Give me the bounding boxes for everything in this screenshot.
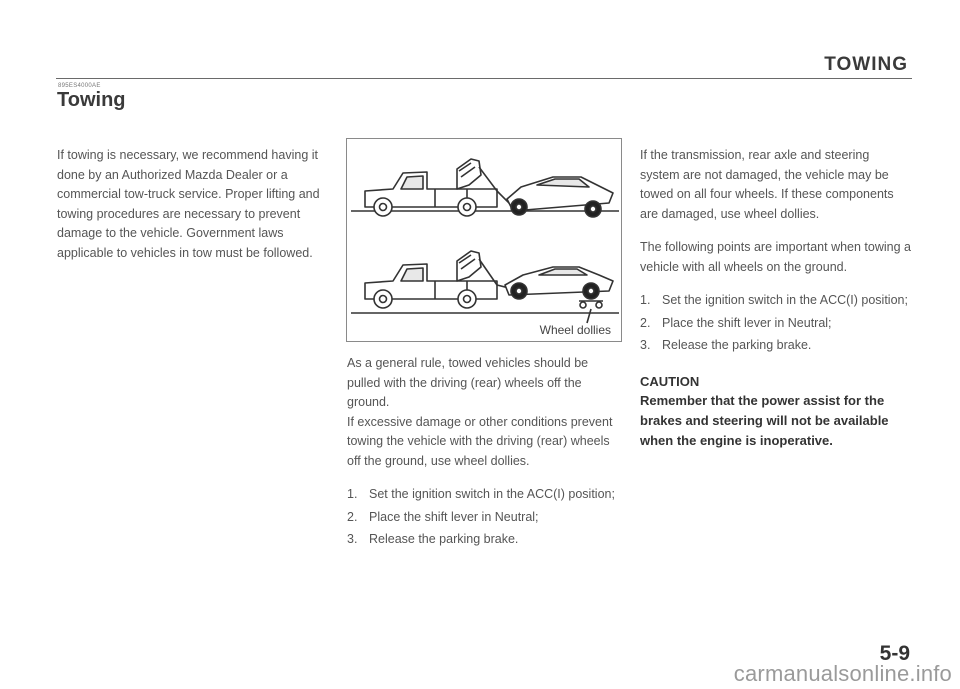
list-item: 2. Place the shift lever in Neutral;	[640, 315, 832, 330]
towed-car-bottom	[505, 267, 613, 299]
four-wheel-paragraph: If the transmission, rear axle and steering system are not damaged, the vehicle may be towed on all four wheels. If these components are damaged, use wheel dollies.	[640, 148, 894, 221]
intro-paragraph: If towing is necessary, we recommend having it done by an Authorized Mazda Dealer or a commercial tow-truck service. Proper lifting and towing procedures are necessary to prevent damage to the vehicle. Government laws applicable to vehicles in tow must be followed.	[57, 148, 320, 260]
header-rule	[56, 78, 912, 79]
header-title: TOWING	[824, 54, 908, 75]
list-item: 3. Release the parking brake.	[347, 532, 519, 546]
figure-caption: Wheel dollies	[539, 323, 611, 337]
caution-text: Remember that the power assist for the brakes and steering will not be available when the engine is inoperative.	[640, 393, 889, 448]
section-title: Towing	[57, 89, 126, 111]
watermark: carmanualsonline.info	[733, 661, 952, 686]
wheel-dolly	[579, 301, 603, 323]
important-points-paragraph: The following points are important when towing a vehicle with all wheels on the ground.	[640, 240, 911, 274]
page-number: 5-9	[879, 642, 910, 665]
column-2	[347, 354, 623, 553]
list-item: 2. Place the shift lever in Neutral;	[347, 509, 539, 524]
towing-illustration	[346, 138, 622, 342]
list-item: 1. Set the ignition switch in the ACC(I) position;	[640, 293, 908, 307]
steps-list-col3	[640, 291, 912, 356]
steps-list-col2	[347, 485, 623, 550]
tow-truck-drawing	[347, 139, 621, 341]
dollies-paragraph: If excessive damage or other conditions prevent towing the vehicle with the driving (rear) wheels off the ground, use wheel dollies.	[347, 414, 613, 468]
caution-heading: CAUTION	[640, 373, 700, 389]
list-item: 1. Set the ignition switch in the ACC(I) position;	[347, 487, 615, 501]
column-3	[640, 146, 912, 451]
list-item: 3. Release the parking brake.	[640, 338, 812, 352]
column-1	[57, 146, 333, 263]
general-rule-paragraph: As a general rule, towed vehicles should be pulled with the driving (rear) wheels off the ground.	[347, 356, 589, 409]
section-code: 895ES4000AE	[58, 83, 101, 89]
